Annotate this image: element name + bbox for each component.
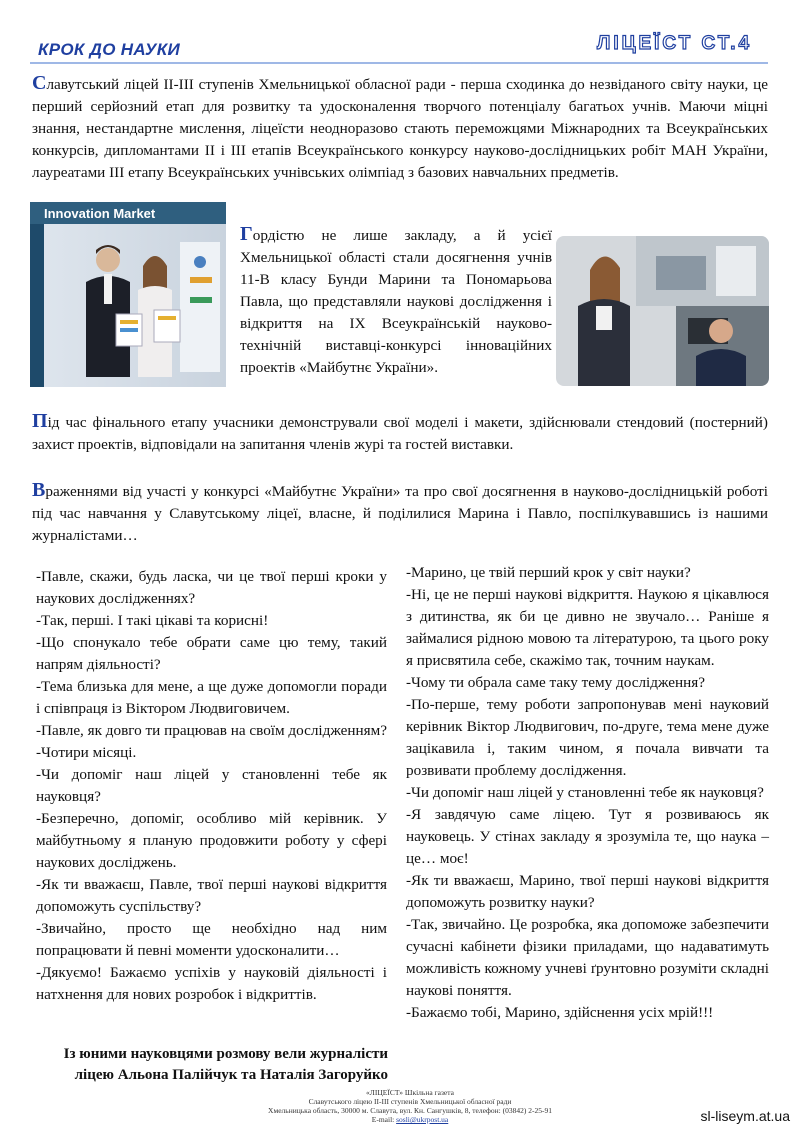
footer-line: «ЛІЦЕЇСТ» Шкільна газета: [366, 1088, 454, 1097]
interview-line: -Ні, це не перші наукові відкриття. Наукою я цікавлюся з дитинства, як би це дивно не звучало… Раніше я займалися рідною мовою та літературою, та цього року я присвятила себе, скажімо так, точним наукам.: [406, 586, 769, 669]
interview-line: -Звичайно, просто ще необхідно над ним попрацювати й певні моменти удосконалити…: [36, 920, 387, 959]
interview-line: -По-перше, тему роботи запропонував мені науковий керівник Віктор Людвигович, по-друге, тема мене дуже зацікавила і, таким чином, я почала вивчати та розвивати проблему дослідження.: [406, 696, 769, 779]
banner-text: Innovation Market: [44, 206, 156, 221]
footer-email-link[interactable]: sosli@ukrpost.ua: [396, 1115, 449, 1124]
interview-line: -Безперечно, допоміг, особливо мій керівник. У майбутньому я планую продовжити роботу у сфері наукових досліджень.: [36, 810, 387, 871]
interview-line: -Павле, як довго ти працював на своїм дослідженням?: [36, 722, 388, 739]
intro-paragraph: [32, 74, 768, 184]
interview-line: -Як ти вважаєш, Марино, твої перші наукові відкриття допоможуть розвитку науки?: [406, 872, 769, 911]
pride-text: ордістю не лише закладу, а й усієї Хмельницької області стали досягнення учнів 11-В класу Бунди Марини та Пономарьова Павла, що представляли наукові дослідження і відкриття на ІХ Всеукраїнській науково-технічній виставці-конкурсі інноваційних проектів «Майбутнє України».: [240, 227, 552, 376]
dropcap: Г: [240, 223, 253, 245]
footer-line: Славутського ліцею ІІ-ІІІ ступенів Хмельницької обласної ради: [308, 1097, 512, 1106]
interview-column-right: [406, 562, 769, 1024]
photo-exhibition-demo: [556, 236, 769, 386]
page-label: ЛІЦЕЇСТ СТ.4: [597, 33, 753, 54]
site-url[interactable]: sl-liseym.at.ua: [700, 1108, 790, 1124]
interview-line: -Марино, це твій перший крок у світ науки?: [406, 564, 691, 581]
interview-line: -Бажаємо тобі, Марино, здійснення усіх мрій!!!: [406, 1004, 714, 1021]
interview-line: -Я завдячую саме ліцею. Тут я розвиваюсь як науковець. У стінах закладу я зрозуміла те, що наука – це… моє!: [406, 806, 769, 867]
interview-line: -Чому ти обрала саме таку тему дослідження?: [406, 674, 705, 691]
final-stage-paragraph: [32, 412, 768, 456]
section-title: КРОК ДО НАУКИ: [38, 40, 180, 59]
footer-email-row: [230, 1115, 590, 1124]
pride-paragraph: [240, 225, 552, 379]
footer-email-label: E-mail:: [371, 1115, 397, 1124]
footer: [230, 1088, 590, 1124]
footer-line: Хмельницька область, 30000 м. Славута, вул. Кн. Сангушків, 8, телефон: (03842) 2-25-91: [268, 1106, 552, 1115]
dropcap: В: [32, 479, 46, 501]
title-divider: [30, 62, 768, 64]
interview-line: -Що спонукало тебе обрати саме цю тему, такий напрям діяльності?: [36, 634, 387, 673]
interview-column-left: [36, 566, 387, 1006]
final-stage-text: ід час фінального етапу учасники демонстрували свої моделі і макети, здійснювали стендовий (постерний) захист проектів, відповідали на запитання членів журі та гостей виставки.: [32, 414, 768, 453]
dropcap: С: [32, 72, 47, 94]
impressions-text: раженнями від участі у конкурсі «Майбутнє України» та про свої досягнення в науково-дослідницькій роботі під час навчання у Славутському ліцеї, власне, й поділилися Марина і Павло, поспілкувавшись із нашими журналістами…: [32, 483, 768, 544]
photo-students-innovation-market: [30, 202, 226, 387]
dropcap: П: [32, 410, 48, 432]
interview-line: -Дякуємо! Бажаємо успіхів у науковій діяльності і натхнення для нових розробок і відкриттів.: [36, 964, 387, 1003]
interview-line: -Як ти вважаєш, Павле, твої перші наукові відкриття допоможуть суспільству?: [36, 876, 387, 915]
interview-line: -Так, перші. І такі цікаві та корисні!: [36, 612, 269, 629]
interview-line: -Чотири місяці.: [36, 744, 137, 761]
interview-line: -Так, звичайно. Це розробка, яка допоможе забезпечити сучасні кабінети фізики приладами, що надаватимуть можливість кожному учневі ґрунтовно розуміти складні наукові поняття.: [406, 916, 769, 999]
interview-line: -Тема близька для мене, а ще дуже допомогли поради і співпраця із Віктором Людвиговичем.: [36, 678, 387, 717]
interview-line: -Павле, скажи, будь ласка, чи це твої перші кроки у наукових дослідженнях?: [36, 568, 387, 607]
impressions-paragraph: [32, 481, 768, 547]
interview-line: -Чи допоміг наш ліцей у становленні тебе як науковця?: [36, 766, 387, 805]
interview-line: -Чи допоміг наш ліцей у становленні тебе як науковця?: [406, 784, 764, 801]
journalists-credits: Із юними науковцями розмову вели журналісти ліцею Альона Палійчук та Наталія Загоруйко: [63, 1046, 388, 1083]
intro-text: лавутський ліцей ІІ-ІІІ ступенів Хмельницької обласної ради - перша сходинка до незвіданого світу науки, це перший серйозний етап для розвитку та удосконалення творчого потенціалу багатьох учнів. Маючи міцні знання, нестандартне мислення, ліцеїсти неодноразово стають переможцями Міжнародних та Всеукраїнських конкурсів, дипломантами ІІ і ІІІ етапів Всеукраїнського конкурсу науково-дослідницьких робіт МАН України, лауреатами ІІІ етапу Всеукраїнських учнівських олімпіад з базових навчальних предметів.: [32, 76, 768, 181]
